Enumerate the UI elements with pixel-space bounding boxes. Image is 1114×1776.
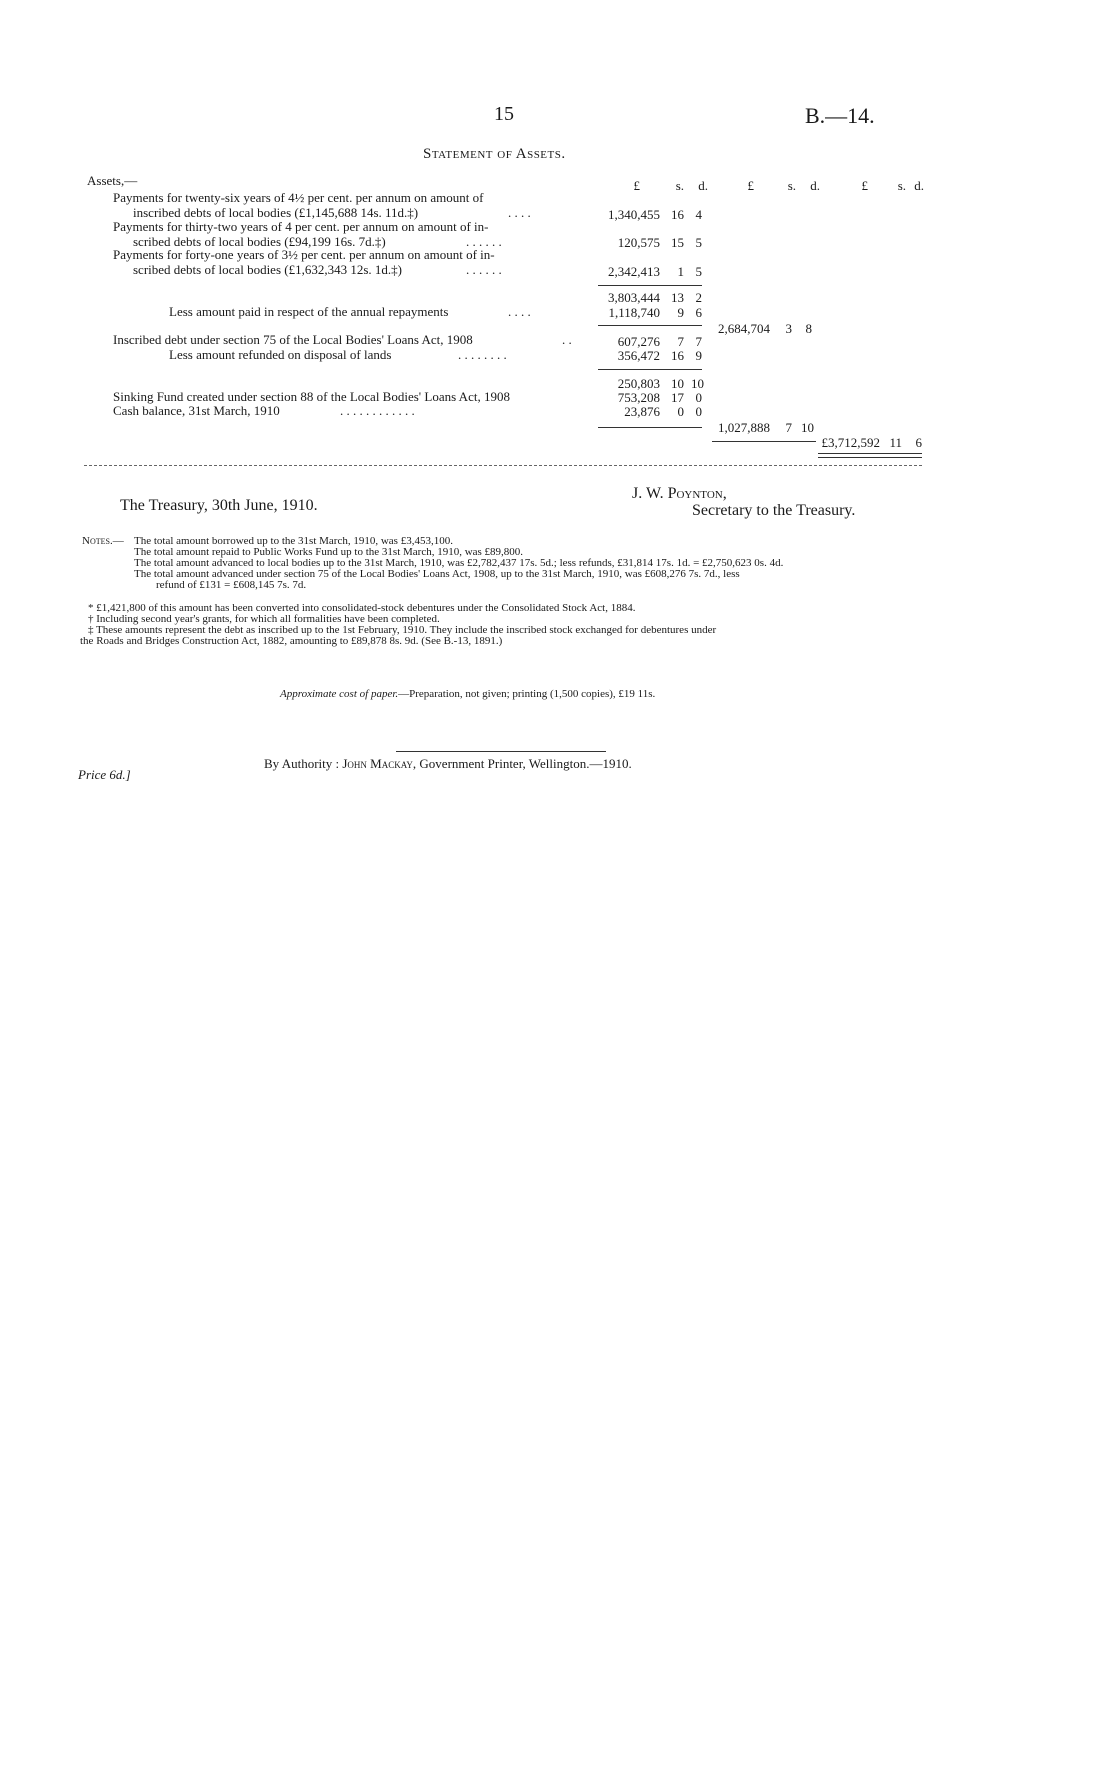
col2-shillings-head: s. [787, 178, 796, 193]
item-1-pence: 4 [695, 207, 702, 222]
imprint-authority: By Authority : [264, 756, 340, 771]
note-line-2: The total amount repaid to Public Works Fund up to the 31st March, 1910, was £89,800. [134, 546, 524, 558]
item-3-pounds: 2,342,413 [608, 264, 660, 279]
item-1-line-1: Payments for twenty-six years of 4½ per cent. per annum on amount of [113, 190, 484, 205]
sinking-fund-pence: 0 [695, 390, 702, 405]
less-repayments-leader: . . . . [508, 304, 531, 319]
less-refunded-shillings: 16 [671, 348, 684, 363]
inscribed-debt-pounds: 607,276 [617, 334, 660, 349]
footnote-double-dagger: ‡ These amounts represent the debt as inscribed up to the 1st February, 1910. They include the inscribed stock exchanged for debentures under [88, 624, 717, 636]
net-2-pence: 10 [801, 420, 814, 435]
grand-total-double-rule-bottom [818, 457, 922, 458]
item-1-leader: . . . . [508, 205, 531, 220]
col2-pounds-head: £ [747, 178, 754, 193]
subtotal-2-shillings: 10 [671, 376, 684, 391]
government-printer-imprint [264, 756, 632, 772]
signatory-position: Secretary to the Treasury. [692, 502, 856, 519]
item-3-leader: . . . . . . [466, 262, 502, 277]
rule-subtotal-1 [598, 285, 702, 286]
item-3-shillings: 1 [677, 264, 684, 279]
section-divider [84, 465, 922, 466]
net-2-pounds: 1,027,888 [718, 420, 770, 435]
sinking-fund-shillings: 17 [671, 390, 684, 405]
document-reference: B.—14. [805, 103, 875, 128]
treasury-date: The Treasury, 30th June, 1910. [120, 497, 318, 514]
inscribed-debt-pence: 7 [695, 334, 702, 349]
col1-pence-head: d. [698, 178, 708, 193]
footnote-double-dagger-cont: the Roads and Bridges Construction Act, 1882, amounting to £89,878 8s. 9d. (See B.-13, 1891.) [80, 635, 503, 647]
notes-label: Notes.— [82, 535, 124, 547]
note-line-4: The total amount advanced under section 75 of the Local Bodies' Loans Act, 1908, up to the 31st March, 1910, was £608,276 7s. 7d., less [134, 568, 740, 580]
subtotal-2-pounds: 250,803 [617, 376, 660, 391]
net-1-pence: 8 [805, 321, 812, 336]
col3-pence-head: d. [914, 178, 924, 193]
item-2-line-1: Payments for thirty-two years of 4 per cent. per annum on amount of in- [113, 219, 489, 234]
footnote-dagger: † Including second year's grants, for which all formalities have been completed. [88, 613, 440, 625]
signatory-name: J. W. Poynton, [632, 485, 727, 502]
col3-pounds-head: £ [861, 178, 868, 193]
page-number: 15 [494, 103, 514, 125]
footnote-asterisk: * £1,421,800 of this amount has been converted into consolidated-stock debentures under the Consolidated Stock Act, 1884. [88, 602, 636, 614]
grand-total-pounds: £3,712,592 [821, 435, 880, 450]
sinking-fund-pounds: 753,208 [617, 390, 660, 405]
rule-subtotal-2 [598, 369, 702, 370]
inscribed-debt-label: Inscribed debt under section 75 of the Local Bodies' Loans Act, 1908 [113, 332, 473, 347]
col2-pence-head: d. [810, 178, 820, 193]
cash-balance-leader: . . . . . . . . . . . . [340, 403, 415, 418]
cost-note [280, 688, 655, 700]
imprint-printer-name: John Mackay, [342, 756, 417, 771]
subtotal-2-pence: 10 [691, 376, 704, 391]
rule-net-2 [598, 427, 702, 428]
net-2-shillings: 7 [785, 420, 792, 435]
less-repayments-shillings: 9 [677, 305, 684, 320]
cost-note-text: —Preparation, not given; printing (1,500 copies), £19 11s. [398, 688, 656, 700]
grand-total-pence: 6 [915, 435, 922, 450]
inscribed-debt-shillings: 7 [677, 334, 684, 349]
inscribed-debt-leader: . . [562, 332, 572, 347]
item-2-pounds: 120,575 [617, 235, 660, 250]
less-refunded-pence: 9 [695, 348, 702, 363]
item-1-pounds: 1,340,455 [608, 207, 660, 222]
subtotal-1-shillings: 13 [671, 290, 684, 305]
item-2-shillings: 15 [671, 235, 684, 250]
col1-shillings-head: s. [675, 178, 684, 193]
note-line-3: The total amount advanced to local bodies up to the 31st March, 1910, was £2,782,437 17s. 5d.; less refunds, £31,814 17s. 1d. = £2,750,623 0s. 4d. [134, 557, 784, 569]
sinking-fund-label: Sinking Fund created under section 88 of the Local Bodies' Loans Act, 1908 [113, 389, 510, 404]
cash-balance-pounds: 23,876 [624, 404, 660, 419]
rule-net-1 [598, 325, 702, 326]
less-refunded-label: Less amount refunded on disposal of lands [169, 347, 392, 362]
price: Price 6d.] [78, 767, 131, 782]
item-2-pence: 5 [695, 235, 702, 250]
item-3-line-1: Payments for forty-one years of 3½ per cent. per annum on amount of in- [113, 247, 495, 262]
less-refunded-pounds: 356,472 [617, 348, 660, 363]
item-3-pence: 5 [695, 264, 702, 279]
note-line-1: The total amount borrowed up to the 31st March, 1910, was £3,453,100. [134, 535, 453, 547]
net-1-shillings: 3 [785, 321, 792, 336]
grand-total-shillings: 11 [889, 435, 902, 450]
col1-pounds-head: £ [633, 178, 640, 193]
cash-balance-label: Cash balance, 31st March, 1910 [113, 403, 280, 418]
cash-balance-pence: 0 [695, 404, 702, 419]
cash-balance-shillings: 0 [677, 404, 684, 419]
item-2-line-2: scribed debts of local bodies (£94,199 16s. 7d.‡) [133, 234, 386, 249]
imprint-rule [396, 751, 606, 752]
grand-total-double-rule-top [818, 453, 922, 454]
statement-title: Statement of Assets. [423, 146, 566, 162]
assets-label: Assets,— [87, 173, 138, 188]
col3-shillings-head: s. [897, 178, 906, 193]
subtotal-1-pounds: 3,803,444 [608, 290, 660, 305]
imprint-rest: Government Printer, Wellington.—1910. [419, 756, 632, 771]
item-3-line-2: scribed debts of local bodies (£1,632,343 12s. 1d.‡) [133, 262, 402, 277]
cost-note-label: Approximate cost of paper. [280, 688, 399, 700]
note-line-5: refund of £131 = £608,145 7s. 7d. [156, 579, 307, 591]
item-1-line-2: inscribed debts of local bodies (£1,145,688 14s. 11d.‡) [133, 205, 419, 220]
item-1-shillings: 16 [671, 207, 684, 222]
subtotal-1-pence: 2 [695, 290, 702, 305]
less-repayments-pence: 6 [695, 305, 702, 320]
less-refunded-leader: . . . . . . . . [458, 347, 507, 362]
less-repayments-pounds: 1,118,740 [608, 305, 660, 320]
item-2-leader: . . . . . . [466, 234, 502, 249]
net-1-pounds: 2,684,704 [718, 321, 770, 336]
less-repayments-label: Less amount paid in respect of the annual repayments [169, 304, 449, 319]
